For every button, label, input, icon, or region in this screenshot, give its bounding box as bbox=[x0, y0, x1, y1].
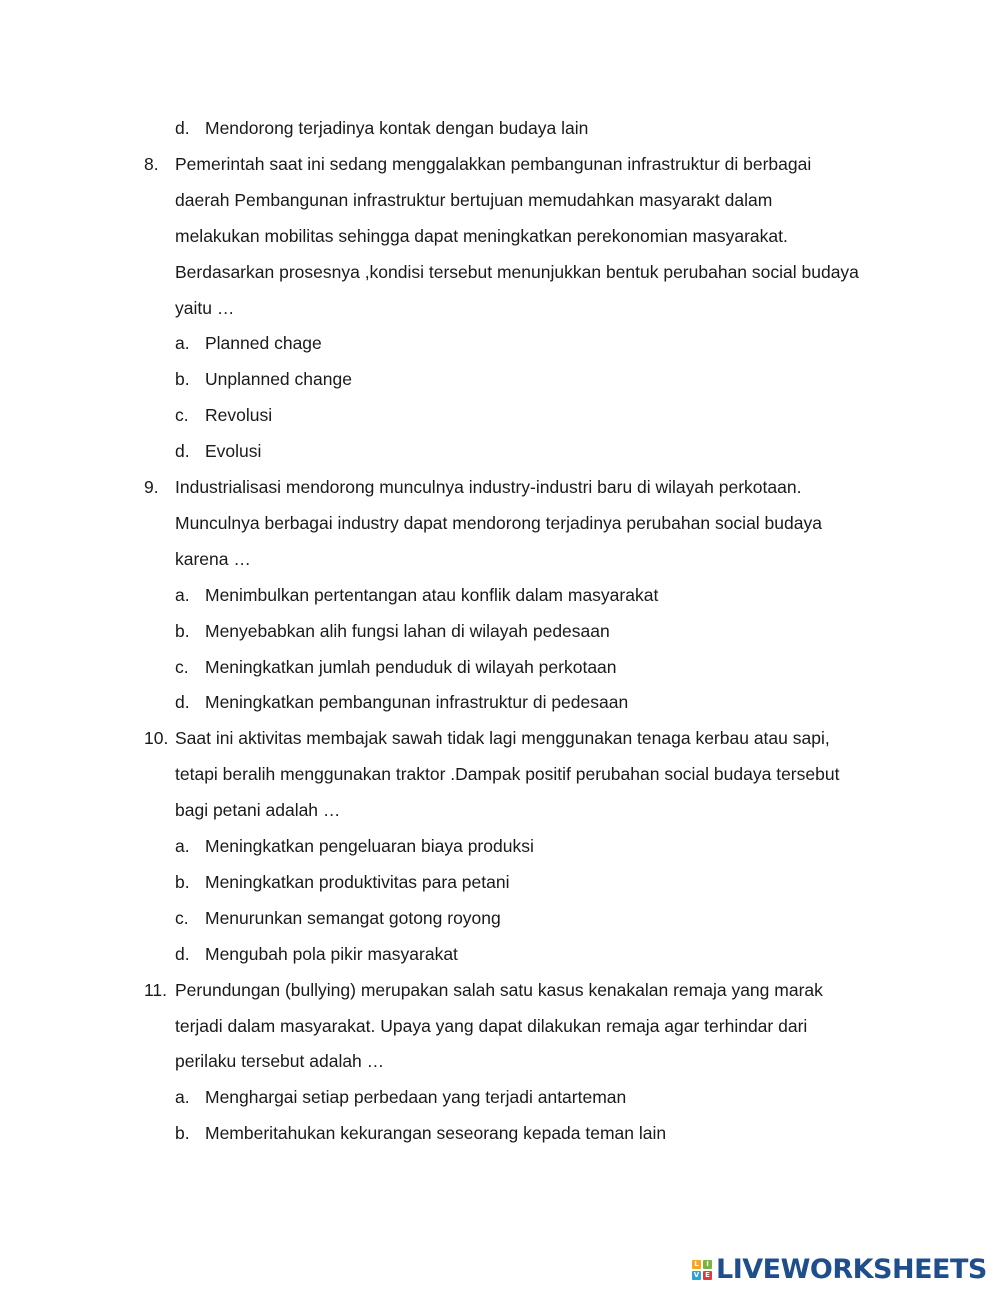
option-text: Meningkatkan jumlah penduduk di wilayah perkotaan bbox=[205, 656, 617, 677]
question-text-line: melakukan mobilitas sehingga dapat meningkatkan perekonomian masyarakat. bbox=[175, 225, 788, 246]
option-text: Meningkatkan pembangunan infrastruktur di pedesaan bbox=[205, 692, 629, 713]
logo-icon bbox=[692, 1260, 712, 1280]
option-letter: c. bbox=[175, 907, 189, 928]
option-letter: c. bbox=[175, 405, 189, 426]
question-number: 10. bbox=[144, 728, 169, 749]
question-number: 8. bbox=[144, 153, 159, 174]
option-text: Memberitahukan kekurangan seseorang kepada teman lain bbox=[205, 1123, 667, 1144]
option-text: Menyebabkan alih fungsi lahan di wilayah pedesaan bbox=[205, 620, 610, 641]
question-text-line: Perundungan (bullying) merupakan salah satu kasus kenakalan remaja yang marak bbox=[175, 979, 823, 1000]
question-text-line: terjadi dalam masyarakat. Upaya yang dapat dilakukan remaja agar terhindar dari bbox=[175, 1015, 808, 1036]
option-letter: a. bbox=[175, 333, 190, 354]
question-text-line: Berdasarkan prosesnya ,kondisi tersebut menunjukkan bentuk perubahan social budaya bbox=[175, 261, 859, 282]
option-text: Revolusi bbox=[205, 405, 273, 426]
question-text-line: Industrialisasi mendorong munculnya industry-industri baru di wilayah perkotaan. bbox=[175, 477, 802, 497]
logo-text: LIVEWORKSHEETS bbox=[716, 1254, 987, 1285]
option-letter: b. bbox=[175, 871, 190, 892]
option-letter: d. bbox=[175, 441, 190, 462]
option-text: Evolusi bbox=[205, 441, 262, 462]
option-letter: b. bbox=[175, 1123, 190, 1144]
option-letter: a. bbox=[175, 836, 190, 856]
logo-block: L bbox=[692, 1260, 701, 1269]
question-text-line: yaitu … bbox=[175, 297, 235, 318]
logo-block: I bbox=[703, 1260, 712, 1269]
option-text: Meningkatkan produktivitas para petani bbox=[205, 871, 510, 892]
option-letter: b. bbox=[175, 620, 190, 641]
question-number: 11. bbox=[144, 979, 168, 1000]
question-text-line: karena … bbox=[175, 548, 251, 569]
question-text-line: daerah Pembangunan infrastruktur bertujuan memudahkan masyarakt dalam bbox=[175, 189, 773, 210]
option-letter: b. bbox=[175, 369, 190, 390]
liveworksheets-logo bbox=[692, 1255, 987, 1285]
question-text-line: Munculnya berbagai industry dapat mendorong terjadinya perubahan social budaya bbox=[175, 512, 822, 533]
question-text-line: bagi petani adalah … bbox=[175, 800, 341, 821]
option-text: Planned chage bbox=[205, 333, 322, 354]
question-text-line: Pemerintah saat ini sedang menggalakkan pembangunan infrastruktur di berbagai bbox=[175, 153, 812, 174]
option-text: Menghargai setiap perbedaan yang terjadi antarteman bbox=[205, 1087, 627, 1108]
option-text: Meningkatkan pengeluaran biaya produksi bbox=[205, 836, 534, 856]
option-text: Mendorong terjadinya kontak dengan budaya lain bbox=[205, 118, 589, 138]
option-text: Unplanned change bbox=[205, 369, 352, 390]
option-letter: d. bbox=[175, 118, 190, 138]
question-number: 9. bbox=[144, 477, 159, 497]
question-text-line: perilaku tersebut adalah … bbox=[175, 1051, 385, 1072]
logo-block: V bbox=[693, 1271, 700, 1279]
question-text-line: tetapi beralih menggunakan traktor .Dampak positif perubahan social budaya tersebut bbox=[175, 764, 840, 785]
option-letter: c. bbox=[175, 656, 189, 677]
option-text: Menurunkan semangat gotong royong bbox=[205, 907, 501, 928]
option-text: Mengubah pola pikir masyarakat bbox=[205, 943, 458, 964]
option-letter: a. bbox=[175, 584, 190, 605]
question-text-line: Saat ini aktivitas membajak sawah tidak lagi menggunakan tenaga kerbau atau sapi, bbox=[175, 728, 830, 749]
option-letter: d. bbox=[175, 943, 190, 964]
option-text: Menimbulkan pertentangan atau konflik dalam masyarakat bbox=[205, 584, 659, 605]
logo-block: E bbox=[703, 1271, 712, 1280]
option-letter: a. bbox=[175, 1087, 190, 1108]
option-letter: d. bbox=[175, 692, 190, 713]
